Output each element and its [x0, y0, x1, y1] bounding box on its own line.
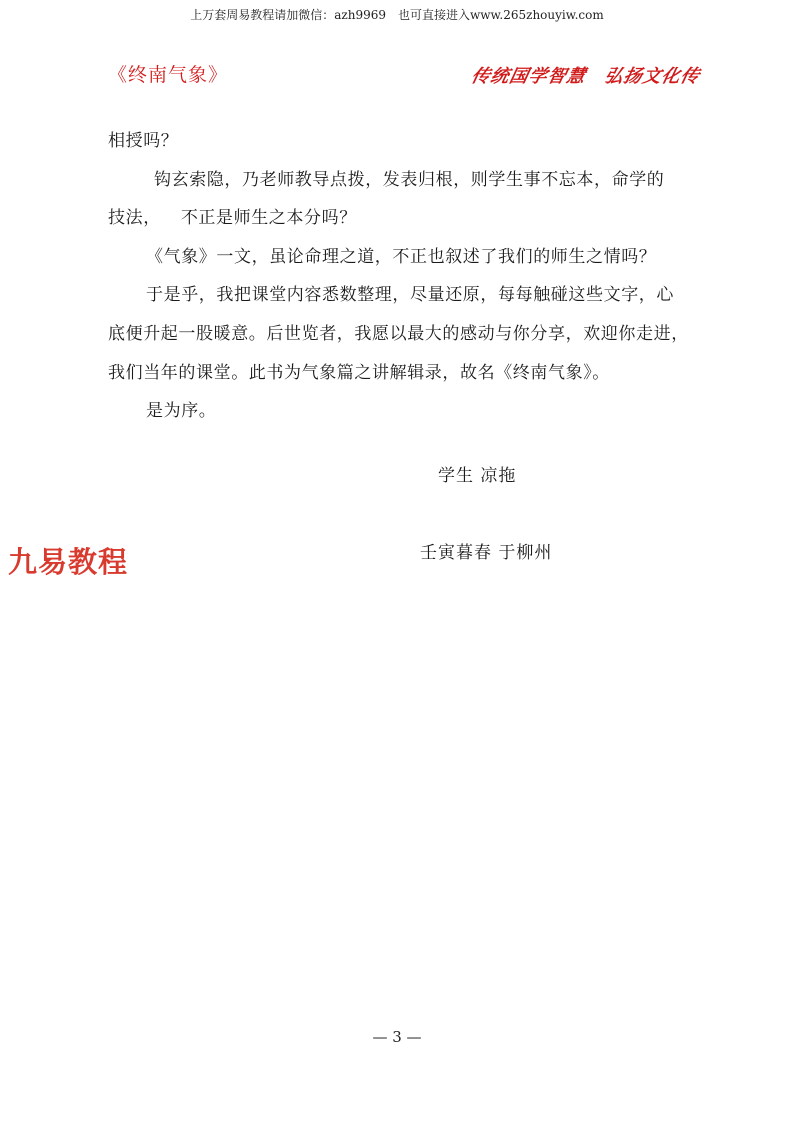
- paragraph-line: 相授吗？: [108, 131, 179, 151]
- top-banner: 上万套周易教程请加微信：azh9969 也可直接进入www.265zhouyiw.com: [190, 8, 604, 22]
- paragraph-line: 于是乎，我把课堂内容悉数整理，尽量还原，每每触碰这些文字，心: [146, 285, 674, 306]
- book-title: 《终南气象》: [108, 64, 229, 86]
- date-line: 壬寅暮春 于柳州: [420, 543, 553, 563]
- text-fragment: 不正是师生之本分吗？: [180, 208, 357, 229]
- page-number: — 3 —: [372, 1028, 422, 1046]
- body-text: [108, 122, 698, 431]
- paragraph-line: 《气象》一文，虽论命理之道，不正也叙述了我们的师生之情吗？: [146, 246, 657, 267]
- paragraph-line: 我们当年的课堂。此书为气象篇之讲解辑录，故名《终南气象》。: [108, 362, 610, 383]
- paragraph-line: [108, 199, 698, 238]
- author-signature: 学生 凉拖: [438, 466, 517, 486]
- paragraph-line: 是为序。: [146, 401, 217, 422]
- paragraph-line: 钩玄索隐，乃老师教导点拨，发表归根，则学生事不忘本，命学的: [154, 169, 665, 190]
- calligraphy-slogan: 传统国学智慧 弘扬文化传: [469, 66, 702, 87]
- watermark-logo: 九易教程: [8, 545, 129, 579]
- paragraph-line: 底便升起一股暖意。后世览者，我愿以最大的感动与你分享，欢迎你走进，: [108, 323, 689, 344]
- text-fragment: 技法，: [108, 208, 161, 229]
